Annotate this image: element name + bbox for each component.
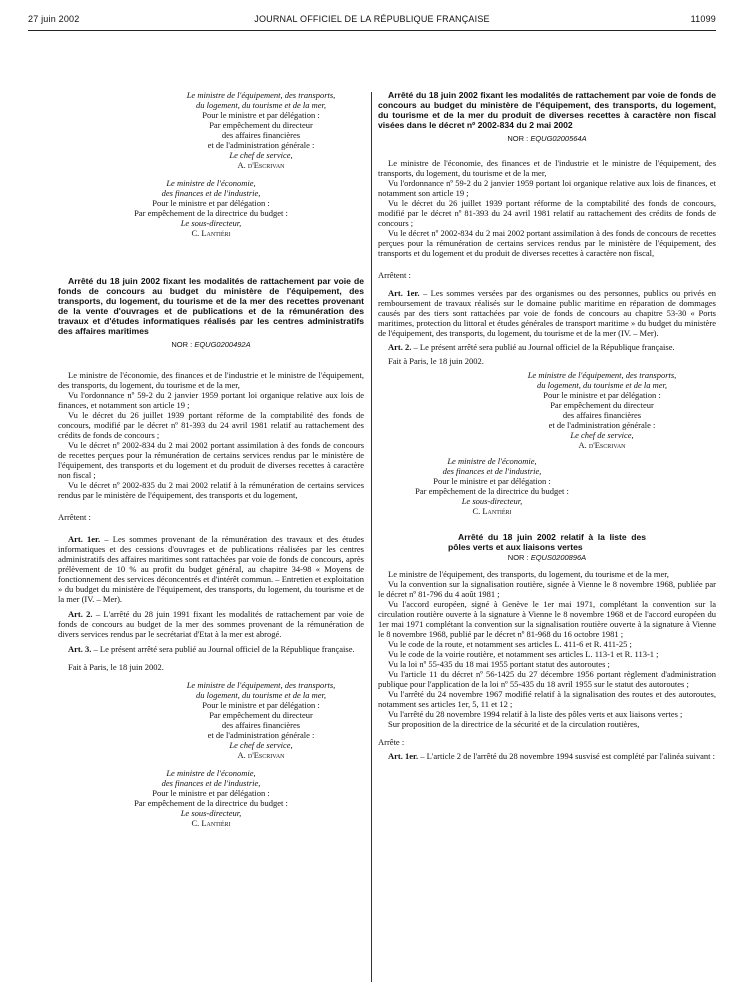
sig-line: Le ministre de l'économie, <box>166 768 256 778</box>
sig-line: Le chef de service, <box>229 740 293 750</box>
arrete-title: Arrêté du 18 juin 2002 relatif à la liste des pôles verts et aux liaisons vertes <box>448 532 646 552</box>
sig-line: Par empêchement de la directrice du budget : <box>415 486 569 496</box>
article <box>58 644 364 654</box>
article-text: – Le présent arrêté sera publié au Journal officiel de la République française. <box>411 342 675 352</box>
paragraph: Vu l'article 11 du décret nº 56-1425 du 27 décembre 1956 portant règlement d'administration publique pour l'application de la loi nº 55-435 du 18 avril 1955 sur le statut des autoroutes ; <box>378 669 716 689</box>
sig-line: Pour le ministre et par délégation : <box>202 700 320 710</box>
sig-line: Le sous-directeur, <box>180 218 242 228</box>
sig-name: C. Lantiéri <box>191 818 231 828</box>
paragraph: Vu le décret nº 2002-835 du 2 mai 2002 relatif à la rémunération de certains services rendus par le ministère de l'équipement, des transports et du logement, <box>58 480 364 500</box>
paragraph: Vu l'accord européen, signé à Genève le 1er mai 1971, complétant la convention sur la circulation routière ouverte à la signature à Vienne le 8 novembre 1968 et de l'accord européen du 1er mai 1971 complétant la convention sur la signalisation routière ouverte à la signature à Vienne le 8 novembre 1968, publié par le décret nº 81-968 du 16 octobre 1981 ; <box>378 599 716 639</box>
arrete-title: Arrêté du 18 juin 2002 fixant les modalités de rattachement par voie de fonds de concours au budget du ministère de l'équipement, des transports, du logement, du tourisme et de la mer des recettes provenant de la vente d'ouvrages et de publications et de la rémunération des travaux et d'études informatiques réalisés par les centres administratifs des affaires maritimes <box>58 276 364 336</box>
sig-line: Par empêchement de la directrice du budget : <box>134 798 288 808</box>
article-label: Art. 1er. <box>68 534 101 544</box>
paragraph: Le ministre de l'économie, des finances et de l'industrie et le ministre de l'équipement, des transports, du logement, du tourisme et de la mer, <box>58 370 364 390</box>
paragraph: Vu le code de la voirie routière, et notamment ses articles L. 113-1 et R. 113-1 ; <box>388 649 659 659</box>
sig-line: Le chef de service, <box>229 150 293 160</box>
sig-line: Par empêchement du directeur <box>550 400 654 410</box>
paragraph: Vu l'arrêté du 24 novembre 1967 modifié relatif à la signalisation des routes et des autoroutes, notamment ses articles 1er, 5, 11 et 12 ; <box>378 689 716 709</box>
article-label: Art. 2. <box>68 609 93 619</box>
sig-line: Le ministre de l'équipement, des transports, <box>527 370 677 380</box>
right-column <box>378 90 716 761</box>
nor-reference <box>378 553 716 563</box>
nor-label: NOR : <box>507 553 531 562</box>
page-number: 11099 <box>690 14 716 24</box>
sig-line: des finances et de l'industrie, <box>161 778 261 788</box>
signature-block <box>158 90 364 170</box>
sig-line: des affaires financières <box>221 720 301 730</box>
article-text: – L'article 2 de l'arrêté du 28 novembre 1994 susvisé est complété par l'alinéa suivant : <box>418 751 715 761</box>
paragraph: Le ministre de l'économie, des finances et de l'industrie et le ministre de l'équipement, des transports, du logement, du tourisme et de la mer, <box>378 158 716 178</box>
sig-line: Le ministre de l'économie, <box>447 456 537 466</box>
sig-line: Pour le ministre et par délégation : <box>202 110 320 120</box>
nor-code: EQUG0200564A <box>530 134 587 143</box>
paragraph: Vu le décret nº 2002-834 du 2 mai 2002 portant assimilation à des fonds de concours de recettes perçues pour la rémunération de certains services rendus par le ministère de l'équipement, des transports et du logement et du produit de diverses recettes à caractère non fiscal, <box>378 228 716 258</box>
nor-reference <box>378 134 716 144</box>
sig-name: A. d'Escrivan <box>237 750 285 760</box>
sig-line: Le sous-directeur, <box>461 496 523 506</box>
fait-a-paris: Fait à Paris, le 18 juin 2002. <box>388 356 484 366</box>
sig-line: du logement, du tourisme et de la mer, <box>195 690 327 700</box>
article <box>378 342 716 352</box>
arrete-title: Arrêté du 18 juin 2002 fixant les modalités de rattachement par voie de fonds de concours au budget du ministère de l'équipement, des transports, du logement, du tourisme et de la mer du produit de diverses recettes à caractère non fiscal visées dans le décret nº 2002-834 du 2 mai 2002 <box>378 90 716 130</box>
sig-line: des affaires financières <box>562 410 642 420</box>
article-text: – Le présent arrêté sera publié au Journal officiel de la République française. <box>91 644 355 654</box>
paragraph: Vu le décret du 26 juillet 1939 portant réforme de la comptabilité des fonds de concours, modifié par le décret nº 81-393 du 24 avril 1981 relatif au rattachement des crédits de fonds de concours ; <box>378 198 716 228</box>
sig-line: et de l'administration générale : <box>207 730 315 740</box>
sig-line: et de l'administration générale : <box>548 420 656 430</box>
sig-line: Le ministre de l'économie, <box>166 178 256 188</box>
sig-name: A. d'Escrivan <box>237 160 285 170</box>
paragraph: Vu l'ordonnance nº 59-2 du 2 janvier 1959 portant loi organique relative aux lois de finances, et notamment son article 19 ; <box>58 390 364 410</box>
arretent-heading: Arrêtent : <box>58 512 91 522</box>
header-rule <box>28 30 716 31</box>
article-label: Art. 1er. <box>388 751 419 761</box>
sig-line: Le ministre de l'équipement, des transports, <box>186 680 336 690</box>
sig-line: des affaires financières <box>221 130 301 140</box>
paragraph: Vu la loi nº 55-435 du 18 mai 1955 portant statut des autoroutes ; <box>388 659 610 669</box>
sig-name: A. d'Escrivan <box>578 440 626 450</box>
sig-line: du logement, du tourisme et de la mer, <box>536 380 668 390</box>
paragraph: Vu l'ordonnance nº 59-2 du 2 janvier 1959 portant loi organique relative aux lois de finances, et notamment son article 19 ; <box>378 178 716 198</box>
article-text: – L'arrêté du 28 juin 1991 fixant les modalités de rattachement par voie de fonds de concours au budget de la mer des sommes provenant de la rémunération de divers services rendus par le secrétariat d'Etat à la mer est abrogé. <box>58 609 364 639</box>
signature-block <box>58 768 364 828</box>
paragraph: Vu le code de la route, et notamment ses articles L. 411-6 et R. 411-25 ; <box>388 639 632 649</box>
article-text: – Les sommes provenant de la rémunération des travaux et des études informatiques et des cessions d'ouvrages et de publications réalisées par les centres administratifs des affaires maritimes sont rattachées par voie de fonds de concours, après prélèvement de 10 % au profit du budget général, au chapitre 34-98 « Moyens de fonctionnement des services déconcentrés et d'intérêt commun. – Entretien et exploitation » du budget du ministère de l'équipement, des transports, du logement, du tourisme et de la mer (IV. – Mer). <box>58 534 364 604</box>
paragraph: Sur proposition de la directrice de la sécurité et de la circulation routières, <box>388 719 640 729</box>
nor-reference <box>58 340 364 350</box>
signature-block <box>488 370 716 450</box>
article <box>58 609 364 639</box>
nor-label: NOR : <box>171 340 195 349</box>
header-date: 27 juin 2002 <box>28 14 80 24</box>
sig-line: Pour le ministre et par délégation : <box>433 476 551 486</box>
fait-a-paris: Fait à Paris, le 18 juin 2002. <box>68 662 164 672</box>
sig-line: Le sous-directeur, <box>180 808 242 818</box>
arretent-heading: Arrêtent : <box>378 270 411 280</box>
sig-name: C. Lantiéri <box>191 228 231 238</box>
signature-block <box>158 680 364 760</box>
article <box>58 534 364 604</box>
sig-line: des finances et de l'industrie, <box>161 188 261 198</box>
sig-line: et de l'administration générale : <box>207 140 315 150</box>
signature-block <box>58 178 364 238</box>
signature-block <box>378 456 606 516</box>
sig-line: Pour le ministre et par délégation : <box>543 390 661 400</box>
paragraph: Vu le décret du 26 juillet 1939 portant réforme de la comptabilité des fonds de concours, modifié par le décret nº 81-393 du 24 avril 1981 relatif au rattachement des crédits de fonds de concours ; <box>58 410 364 440</box>
sig-line: Par empêchement de la directrice du budget : <box>134 208 288 218</box>
sig-line: Pour le ministre et par délégation : <box>152 198 270 208</box>
paragraph: Vu l'arrêté du 28 novembre 1994 relatif à la liste des pôles verts et aux liaisons vertes ; <box>388 709 683 719</box>
sig-name: C. Lantiéri <box>472 506 512 516</box>
sig-line: des finances et de l'industrie, <box>442 466 542 476</box>
article-label: Art. 3. <box>68 644 92 654</box>
sig-line: Le ministre de l'équipement, des transports, <box>186 90 336 100</box>
sig-line: du logement, du tourisme et de la mer, <box>195 100 327 110</box>
paragraph: Vu le décret nº 2002-834 du 2 mai 2002 portant assimilation à des fonds de concours de recettes perçues pour la rémunération de certains services rendus par le ministère de l'équipement, des transports et du logement et du produit de diverses recettes à caractère non fiscal ; <box>58 440 364 480</box>
article-label: Art. 2. <box>388 342 412 352</box>
page-header <box>28 14 716 30</box>
paragraph: Le ministre de l'équipement, des transports, du logement, du tourisme et de la mer, <box>388 569 669 579</box>
arrete-heading: Arrête : <box>378 737 405 747</box>
article-label: Art. 1er. <box>388 288 420 298</box>
article <box>378 288 716 338</box>
nor-label: NOR : <box>507 134 531 143</box>
column-divider <box>371 92 372 982</box>
sig-line: Par empêchement du directeur <box>209 120 313 130</box>
journal-title: JOURNAL OFFICIEL DE LA RÉPUBLIQUE FRANÇAISE <box>254 14 490 24</box>
sig-line: Le chef de service, <box>570 430 634 440</box>
article <box>378 751 716 761</box>
sig-line: Par empêchement du directeur <box>209 710 313 720</box>
sig-line: Pour le ministre et par délégation : <box>152 788 270 798</box>
article-text: – Les sommes versées par des organismes ou des personnes, publics ou privés en remboursement de travaux réalisés sur le domaine public maritime en réparation de dommages causés par des tiers sont rattachées par voie de fonds de concours au chapitre 53-30 « Ports maritimes, protection du littoral et études générales de transport maritime » du budget du ministère de l'équipement, des transports, du logement, du tourisme et de la mer (IV. – Mer). <box>378 288 716 338</box>
left-column <box>58 90 364 828</box>
nor-code: EQUG0200492A <box>194 340 251 349</box>
nor-code: EQUS0200896A <box>530 553 587 562</box>
paragraph: Vu la convention sur la signalisation routière, signée à Vienne le 8 novembre 1968, publiée par le décret nº 81-796 du 4 août 1981 ; <box>378 579 716 599</box>
